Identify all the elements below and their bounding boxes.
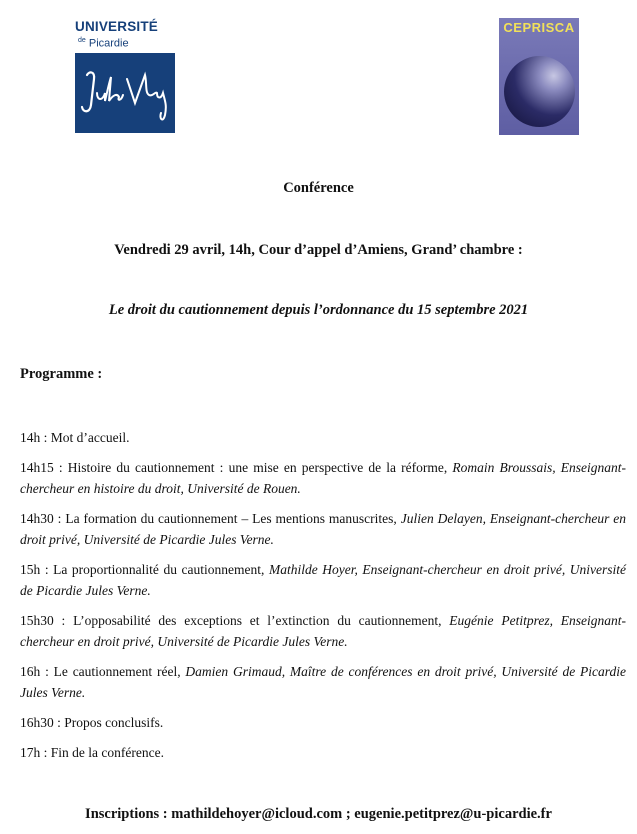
programme-item: [20, 508, 626, 550]
university-logo-signature-panel: [75, 53, 175, 133]
programme-item: [20, 559, 626, 601]
programme-item-speaker: Damien Grimaud, Maître de conférences en droit privé, Université de Picardie Jules Verne.: [20, 664, 626, 700]
document-title: Conférence: [283, 180, 354, 196]
university-logo: [75, 17, 175, 133]
programme-item-time: 16h30 : Propos conclusifs.: [20, 715, 164, 730]
university-logo-subtitle: [78, 37, 129, 50]
conference-theme: Le droit du cautionnement depuis l’ordonnance du 15 septembre 2021: [108, 302, 529, 318]
programme-item-time: 14h : Mot d’accueil.: [20, 430, 130, 445]
university-logo-title: UNIVERSITÉ: [75, 19, 159, 34]
programme-item-speaker: Romain Broussais, Enseignant-chercheur en histoire du droit, Université de Rouen.: [20, 460, 626, 496]
programme-item-time: 14h30 : La formation du cautionnement – Les mentions manuscrites,: [20, 511, 401, 526]
programme-item-speaker: Julien Delayen, Enseignant-chercheur en droit privé, Université de Picardie Jules Verne.: [20, 511, 626, 547]
programme-item-time: 16h : Le cautionnement réel,: [20, 664, 186, 679]
programme-item-speaker: Eugénie Petitprez, Enseignant-chercheur en droit privé, Université de Picardie Jules Verne.: [20, 613, 626, 649]
programme-item-time: 15h : La proportionnalité du cautionnement,: [20, 562, 269, 577]
programme-item-time: 15h30 : L’opposabilité des exceptions et l’extinction du cautionnement,: [20, 613, 450, 628]
registration-contacts: Inscriptions : mathildehoyer@icloud.com ; eugenie.petitprez@u-picardie.fr: [85, 806, 552, 822]
programme-item-time: 14h15 : Histoire du cautionnement : une mise en perspective de la réforme,: [20, 460, 453, 475]
programme-item-time: 17h : Fin de la conférence.: [20, 745, 164, 760]
ceprisca-logo-name: CEPRISCA: [503, 20, 575, 35]
programme-item: [20, 610, 626, 652]
ceprisca-logo: [499, 18, 579, 135]
programme-item: [20, 661, 626, 703]
programme-list: [20, 427, 626, 772]
programme-item: [20, 457, 626, 499]
university-logo-picardie: Picardie: [88, 37, 129, 50]
programme-item: [20, 712, 626, 733]
event-date-line: Vendredi 29 avril, 14h, Cour d’appel d’Amiens, Grand’ chambre :: [114, 242, 523, 258]
university-logo-de: de: [78, 37, 86, 44]
programme-item: [20, 742, 626, 763]
programme-item-speaker: Mathilde Hoyer, Enseignant-chercheur en droit privé, Université de Picardie Jules Verne.: [20, 562, 626, 598]
jules-verne-signature-icon: [75, 53, 175, 133]
ceprisca-orb-icon: [504, 56, 575, 127]
programme-heading: Programme :: [20, 366, 103, 382]
programme-item: [20, 427, 626, 448]
